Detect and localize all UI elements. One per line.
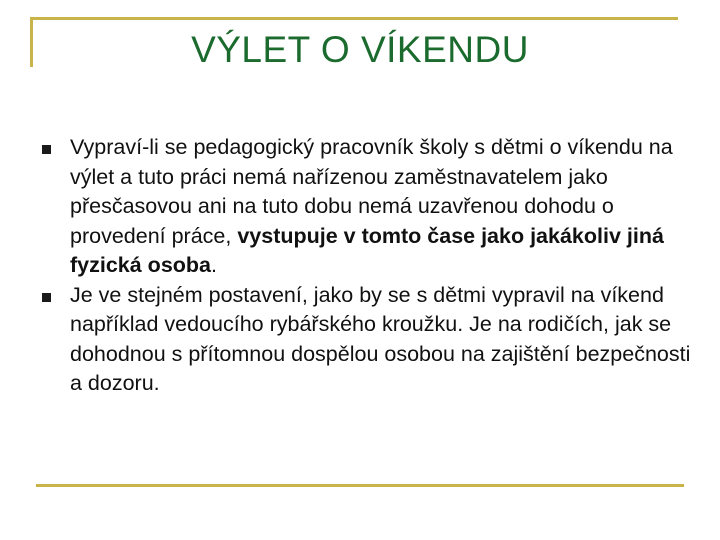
bullet-item-1: [42, 133, 692, 281]
bullet-1-bold-text: vystupuje v tomto čase jako jakákoliv jiná fyzická osoba: [70, 223, 664, 277]
bullet-1-text: Vypraví-li se pedagogický pracovník školy s dětmi o víkendu na výlet a tuto práci nemá nařízenou zaměstnavatelem jako přesčasovou ani na tuto dobu nemá uzavřenou dohodu o provedení práce,: [70, 135, 673, 248]
square-bullet-icon: [42, 293, 51, 302]
square-bullet-icon: [42, 145, 51, 154]
slide-title: VÝLET O VÍKENDU: [191, 29, 529, 70]
bullet-1-end-text: .: [211, 253, 217, 277]
bullet-2-text: Je ve stejném postavení, jako by se s dětmi vypravil na víkend například vedoucího rybářského kroužku. Je na rodičích, jak se dohodnou s přítomnou dospělou osobou na zajištění bezpečnosti a dozoru.: [70, 282, 691, 395]
top-frame-line: [30, 17, 678, 20]
bottom-frame-line: [36, 484, 684, 487]
bullet-item-2: [42, 281, 692, 399]
bullet-list: [42, 133, 692, 399]
